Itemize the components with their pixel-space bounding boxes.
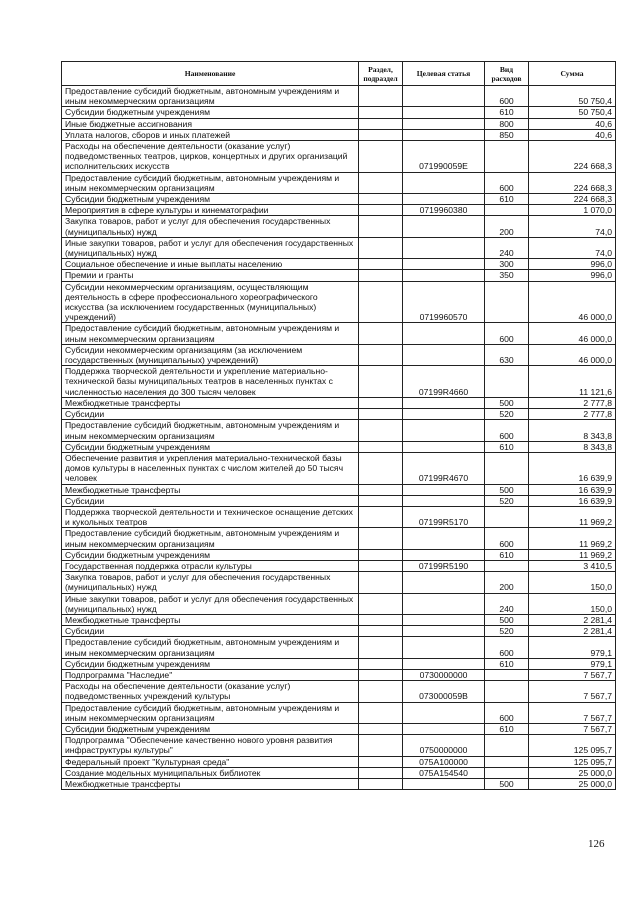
cell-section [359,107,403,118]
cell-name: Межбюджетные трансферты [62,397,359,408]
table-row [62,409,616,420]
cell-sum: 74,0 [529,216,616,237]
header-sum: Сумма [529,62,616,86]
cell-section [359,528,403,549]
table-row [62,397,616,408]
cell-target: 0730000000 [403,669,485,680]
cell-section [359,216,403,237]
table-row [62,495,616,506]
cell-name: Субсидии бюджетным учреждениям [62,107,359,118]
table-row [62,637,616,658]
cell-sum: 3 410,5 [529,560,616,571]
cell-type: 240 [485,593,529,614]
table-row [62,658,616,669]
cell-type [485,735,529,756]
table-row [62,452,616,484]
cell-name: Расходы на обеспечение деятельности (оказание услуг) подведомственных учреждений культуры [62,681,359,702]
cell-type: 800 [485,118,529,129]
cell-target: 07199R4660 [403,366,485,398]
cell-name: Подпрограмма "Обеспечение качественно нового уровня развития инфраструктуры культуры" [62,735,359,756]
cell-sum: 8 343,8 [529,441,616,452]
cell-sum: 7 567,7 [529,681,616,702]
cell-name: Социальное обеспечение и иные выплаты населению [62,259,359,270]
table-row [62,756,616,767]
cell-section [359,281,403,323]
cell-type [485,506,529,527]
cell-type: 610 [485,107,529,118]
cell-type: 630 [485,344,529,365]
cell-name: Субсидии бюджетным учреждениям [62,658,359,669]
cell-section [359,205,403,216]
cell-name: Предоставление субсидий бюджетным, автономным учреждениям и иным некоммерческим организациям [62,420,359,441]
cell-sum: 150,0 [529,593,616,614]
cell-target [403,658,485,669]
table-row [62,506,616,527]
cell-section [359,397,403,408]
cell-section [359,420,403,441]
cell-section [359,506,403,527]
cell-target [403,129,485,140]
cell-target [403,614,485,625]
cell-type: 600 [485,637,529,658]
cell-name: Мероприятия в сфере культуры и кинематографии [62,205,359,216]
table-row [62,118,616,129]
cell-type: 610 [485,441,529,452]
cell-type [485,205,529,216]
cell-sum: 8 343,8 [529,420,616,441]
cell-sum: 7 567,7 [529,702,616,723]
cell-target [403,107,485,118]
cell-sum: 25 000,0 [529,779,616,790]
cell-section [359,637,403,658]
table-row [62,86,616,107]
cell-section [359,344,403,365]
cell-target [403,702,485,723]
table-row [62,366,616,398]
cell-sum: 996,0 [529,259,616,270]
cell-name: Субсидии некоммерческим организациям, осуществляющим деятельность в сфере профессионального хореографического искусства (за исключением государственных (муниципальных) учреждений) [62,281,359,323]
cell-type: 610 [485,723,529,734]
page-number: 126 [588,838,605,850]
cell-section [359,767,403,778]
cell-target [403,495,485,506]
cell-target [403,270,485,281]
cell-sum: 11 121,6 [529,366,616,398]
cell-sum: 7 567,7 [529,723,616,734]
cell-name: Закупка товаров, работ и услуг для обеспечения государственных (муниципальных) нужд [62,216,359,237]
cell-target [403,637,485,658]
cell-section [359,756,403,767]
cell-type [485,366,529,398]
table-row [62,484,616,495]
cell-name: Предоставление субсидий бюджетным, автономным учреждениям и иным некоммерческим организациям [62,528,359,549]
cell-type: 350 [485,270,529,281]
cell-type [485,141,529,173]
cell-target [403,344,485,365]
cell-target [403,216,485,237]
cell-type: 600 [485,172,529,193]
cell-section [359,172,403,193]
cell-target [403,723,485,734]
cell-name: Иные закупки товаров, работ и услуг для обеспечения государственных (муниципальных) нужд [62,593,359,614]
cell-type: 850 [485,129,529,140]
cell-name: Предоставление субсидий бюджетным, автономным учреждениям и иным некоммерческим организациям [62,323,359,344]
cell-name: Поддержка творческой деятельности и техническое оснащение детских и кукольных театров [62,506,359,527]
cell-sum: 979,1 [529,637,616,658]
cell-type: 500 [485,779,529,790]
cell-target [403,118,485,129]
cell-target [403,549,485,560]
cell-type: 600 [485,86,529,107]
cell-name: Премии и гранты [62,270,359,281]
table-row [62,767,616,778]
cell-section [359,495,403,506]
cell-sum: 50 750,4 [529,86,616,107]
cell-sum: 125 095,7 [529,756,616,767]
table-row [62,270,616,281]
cell-target [403,397,485,408]
cell-target: 071990059Е [403,141,485,173]
cell-section [359,141,403,173]
table-row [62,281,616,323]
cell-sum: 2 281,4 [529,614,616,625]
cell-section [359,323,403,344]
cell-target: 07199R4670 [403,452,485,484]
cell-target [403,86,485,107]
cell-sum: 2 777,8 [529,409,616,420]
cell-name: Федеральный проект "Культурная среда" [62,756,359,767]
cell-name: Предоставление субсидий бюджетным, автономным учреждениям и иным некоммерческим организациям [62,86,359,107]
cell-section [359,86,403,107]
cell-sum: 74,0 [529,237,616,258]
cell-section [359,735,403,756]
cell-sum: 16 639,9 [529,495,616,506]
cell-target: 07199R5170 [403,506,485,527]
table-row [62,194,616,205]
cell-type: 600 [485,420,529,441]
cell-type: 520 [485,626,529,637]
cell-section [359,560,403,571]
table-row [62,323,616,344]
header-section: Раздел, подраздел [359,62,403,86]
cell-section [359,572,403,593]
cell-type: 600 [485,323,529,344]
cell-name: Субсидии бюджетным учреждениям [62,441,359,452]
table-row [62,237,616,258]
cell-section [359,779,403,790]
cell-sum: 46 000,0 [529,281,616,323]
cell-target [403,259,485,270]
cell-section [359,259,403,270]
table-row [62,420,616,441]
table-row [62,735,616,756]
cell-sum: 40,6 [529,118,616,129]
table-row [62,549,616,560]
cell-type: 610 [485,194,529,205]
cell-name: Уплата налогов, сборов и иных платежей [62,129,359,140]
cell-sum: 46 000,0 [529,344,616,365]
cell-type: 500 [485,614,529,625]
cell-name: Иные закупки товаров, работ и услуг для обеспечения государственных (муниципальных) нужд [62,237,359,258]
cell-target: 073000059В [403,681,485,702]
table-row [62,216,616,237]
cell-sum: 50 750,4 [529,107,616,118]
cell-type: 610 [485,658,529,669]
table-row [62,141,616,173]
cell-type: 600 [485,528,529,549]
cell-target [403,593,485,614]
cell-target: 0750000000 [403,735,485,756]
cell-target [403,626,485,637]
cell-name: Межбюджетные трансферты [62,484,359,495]
cell-name: Субсидии бюджетным учреждениям [62,194,359,205]
cell-sum: 996,0 [529,270,616,281]
header-target: Целевая статья [403,62,485,86]
header-name: Наименование [62,62,359,86]
cell-name: Межбюджетные трансферты [62,779,359,790]
cell-name: Субсидии бюджетным учреждениям [62,549,359,560]
cell-target [403,194,485,205]
cell-name: Предоставление субсидий бюджетным, автономным учреждениям и иным некоммерческим организациям [62,172,359,193]
table-row [62,779,616,790]
cell-type [485,669,529,680]
cell-name: Государственная поддержка отрасли культуры [62,560,359,571]
cell-sum: 16 639,9 [529,452,616,484]
cell-section [359,484,403,495]
cell-type [485,681,529,702]
cell-sum: 46 000,0 [529,323,616,344]
cell-sum: 150,0 [529,572,616,593]
cell-section [359,194,403,205]
cell-name: Субсидии [62,495,359,506]
cell-name: Иные бюджетные ассигнования [62,118,359,129]
table-row [62,614,616,625]
cell-target: 075А100000 [403,756,485,767]
table-row [62,669,616,680]
cell-target [403,779,485,790]
cell-type: 200 [485,216,529,237]
cell-sum: 224 668,3 [529,194,616,205]
cell-sum: 11 969,2 [529,506,616,527]
cell-section [359,681,403,702]
table-row [62,172,616,193]
cell-section [359,270,403,281]
cell-sum: 25 000,0 [529,767,616,778]
cell-sum: 979,1 [529,658,616,669]
cell-type [485,756,529,767]
table-row [62,344,616,365]
cell-target [403,572,485,593]
cell-type: 600 [485,702,529,723]
cell-type: 300 [485,259,529,270]
cell-sum: 1 070,0 [529,205,616,216]
table-row [62,129,616,140]
cell-section [359,669,403,680]
cell-name: Субсидии некоммерческим организациям (за исключением государственных (муниципальных) учреждений) [62,344,359,365]
cell-section [359,409,403,420]
cell-target: 0719960570 [403,281,485,323]
table-header-row [62,62,616,86]
cell-target: 07199R5190 [403,560,485,571]
cell-target: 0719960380 [403,205,485,216]
cell-target [403,484,485,495]
table-row [62,702,616,723]
cell-name: Субсидии бюджетным учреждениям [62,723,359,734]
cell-sum: 11 969,2 [529,549,616,560]
cell-sum: 2 281,4 [529,626,616,637]
cell-type [485,281,529,323]
cell-type [485,452,529,484]
cell-type [485,767,529,778]
cell-type: 500 [485,484,529,495]
cell-section [359,614,403,625]
cell-target [403,441,485,452]
cell-name: Расходы на обеспечение деятельности (оказание услуг) подведомственных театров, цирков, концертных и других организаций исполнительских искусств [62,141,359,173]
table-row [62,572,616,593]
cell-type: 610 [485,549,529,560]
table-row [62,205,616,216]
table-row [62,441,616,452]
table-row [62,593,616,614]
table-row [62,107,616,118]
cell-target [403,172,485,193]
table-body [62,86,616,790]
cell-section [359,118,403,129]
cell-target [403,323,485,344]
cell-name: Предоставление субсидий бюджетным, автономным учреждениям и иным некоммерческим организациям [62,637,359,658]
cell-name: Межбюджетные трансферты [62,614,359,625]
cell-section [359,626,403,637]
table-row [62,528,616,549]
cell-sum: 125 095,7 [529,735,616,756]
table-row [62,259,616,270]
cell-sum: 7 567,7 [529,669,616,680]
cell-sum: 224 668,3 [529,141,616,173]
cell-type: 500 [485,397,529,408]
cell-type [485,560,529,571]
cell-target [403,237,485,258]
cell-section [359,723,403,734]
cell-section [359,593,403,614]
cell-name: Поддержка творческой деятельности и укрепление материально-технической базы муниципальных театров в населенных пунктах с численностью населения до 300 тысяч человек [62,366,359,398]
cell-target [403,528,485,549]
cell-target [403,420,485,441]
cell-sum: 16 639,9 [529,484,616,495]
cell-name: Создание модельных муниципальных библиотек [62,767,359,778]
cell-section [359,702,403,723]
cell-target [403,409,485,420]
table-row [62,681,616,702]
cell-target: 075А154540 [403,767,485,778]
budget-table [61,61,616,790]
cell-section [359,549,403,560]
cell-type: 240 [485,237,529,258]
cell-section [359,366,403,398]
cell-type: 520 [485,495,529,506]
cell-sum: 224 668,3 [529,172,616,193]
cell-name: Подпрограмма "Наследие" [62,669,359,680]
header-type: Вид расходов [485,62,529,86]
cell-section [359,129,403,140]
cell-name: Предоставление субсидий бюджетным, автономным учреждениям и иным некоммерческим организациям [62,702,359,723]
cell-section [359,658,403,669]
cell-name: Субсидии [62,409,359,420]
cell-type: 200 [485,572,529,593]
cell-sum: 2 777,8 [529,397,616,408]
cell-name: Закупка товаров, работ и услуг для обеспечения государственных (муниципальных) нужд [62,572,359,593]
cell-sum: 11 969,2 [529,528,616,549]
cell-section [359,441,403,452]
cell-section [359,452,403,484]
cell-section [359,237,403,258]
table-row [62,723,616,734]
cell-sum: 40,6 [529,129,616,140]
table-row [62,560,616,571]
table-row [62,626,616,637]
cell-name: Субсидии [62,626,359,637]
cell-name: Обеспечение развития и укрепления материально-технической базы домов культуры в населенных пунктах с числом жителей до 50 тысяч человек [62,452,359,484]
cell-type: 520 [485,409,529,420]
